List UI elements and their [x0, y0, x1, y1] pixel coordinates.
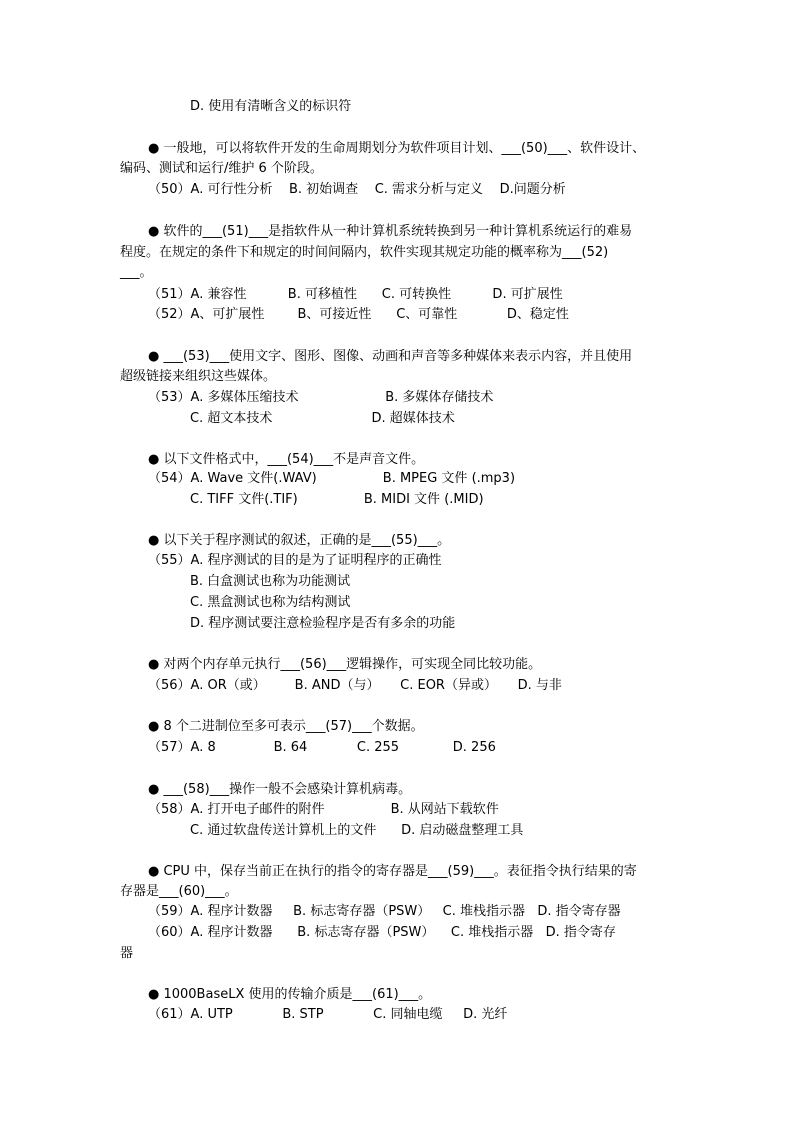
text-line: （51）A. 兼容性 B. 可移植性 C. 可转换性 D. 可扩展性: [148, 287, 563, 302]
text-line: ● ___(53)___使用文字、图形、图像、动画和声音等多种媒体来表示内容，并且使用: [148, 349, 633, 364]
text-line: D. 使用有清晰含义的标识符: [190, 99, 352, 114]
text-line: ● CPU 中，保存当前正在执行的指令的寄存器是___(59)___。表征指令执行结果的寄: [148, 864, 637, 879]
text-line: （55）A. 程序测试的目的是为了证明程序的正确性: [148, 553, 442, 568]
text-line: ● ___(58)___操作一般不会感染计算机病毒。: [148, 782, 412, 797]
text-line: （53）A. 多媒体压缩技术 B. 多媒体存储技术: [148, 390, 494, 405]
text-line: ● 软件的___(51)___是指软件从一种计算机系统转换到另一种计算机系统运行的难易: [148, 224, 633, 239]
text-line: B. 白盒测试也称为功能测试: [190, 574, 351, 589]
text-line: C. 黑盒测试也称为结构测试: [190, 595, 351, 610]
text-line: （60）A. 程序计数器 B. 标志寄存器（PSW） C. 堆栈指示器 D. 指令寄存: [148, 925, 616, 940]
text-line: 器: [120, 946, 134, 961]
text-line: ● 8 个二进制位至多可表示___(57)___个数据。: [148, 719, 424, 734]
text-line: ● 一般地，可以将软件开发的生命周期划分为软件项目计划、___(50)___、软件设计、: [148, 141, 646, 156]
text-line: （54）A. Wave 文件(.WAV) B. MPEG 文件 (.mp3): [148, 471, 516, 486]
text-line: ● 1000BaseLX 使用的传输介质是___(61)___。: [148, 987, 432, 1002]
text-line: ● 以下关于程序测试的叙述，正确的是___(55)___。: [148, 533, 451, 548]
text-line: D. 程序测试要注意检验程序是否有多余的功能: [190, 616, 456, 631]
text-line: C. 超文本技术 D. 超媒体技术: [190, 411, 455, 426]
text-line: ___。: [120, 265, 153, 280]
text-line: （50）A. 可行性分析 B. 初始调查 C. 需求分析与定义 D.问题分析: [148, 182, 566, 197]
text-line: C. 通过软盘传送计算机上的文件 D. 启动磁盘整理工具: [190, 823, 524, 838]
text-line: （59）A. 程序计数器 B. 标志寄存器（PSW） C. 堆栈指示器 D. 指令寄存器: [148, 904, 621, 919]
text-line: 编码、测试和运行/维护 6 个阶段。: [120, 161, 323, 176]
text-line: （52）A、可扩展性 B、可接近性 C、可靠性 D、稳定性: [148, 307, 569, 322]
text-line: （57）A. 8 B. 64 C. 255 D. 256: [148, 740, 496, 755]
text-line: 超级链接来组织这些媒体。: [120, 369, 277, 384]
text-line: 程度。在规定的条件下和规定的时间间隔内，软件实现其规定功能的概率称为___(52): [120, 245, 609, 260]
text-line: C. TIFF 文件(.TIF) B. MIDI 文件 (.MID): [190, 492, 484, 507]
text-line: ● 对两个内存单元执行___(56)___逻辑操作，可实现全同比较功能。: [148, 657, 542, 672]
text-line: （58）A. 打开电子邮件的附件 B. 从网站下载软件: [148, 802, 499, 817]
text-line: ● 以下文件格式中，___(54)___不是声音文件。: [148, 452, 425, 467]
text-line: 存器是___(60)___。: [120, 884, 238, 899]
text-line: （56）A. OR（或） B. AND（与） C. EOR（异或） D. 与非: [148, 678, 562, 693]
text-line: （61）A. UTP B. STP C. 同轴电缆 D. 光纤: [148, 1007, 508, 1022]
